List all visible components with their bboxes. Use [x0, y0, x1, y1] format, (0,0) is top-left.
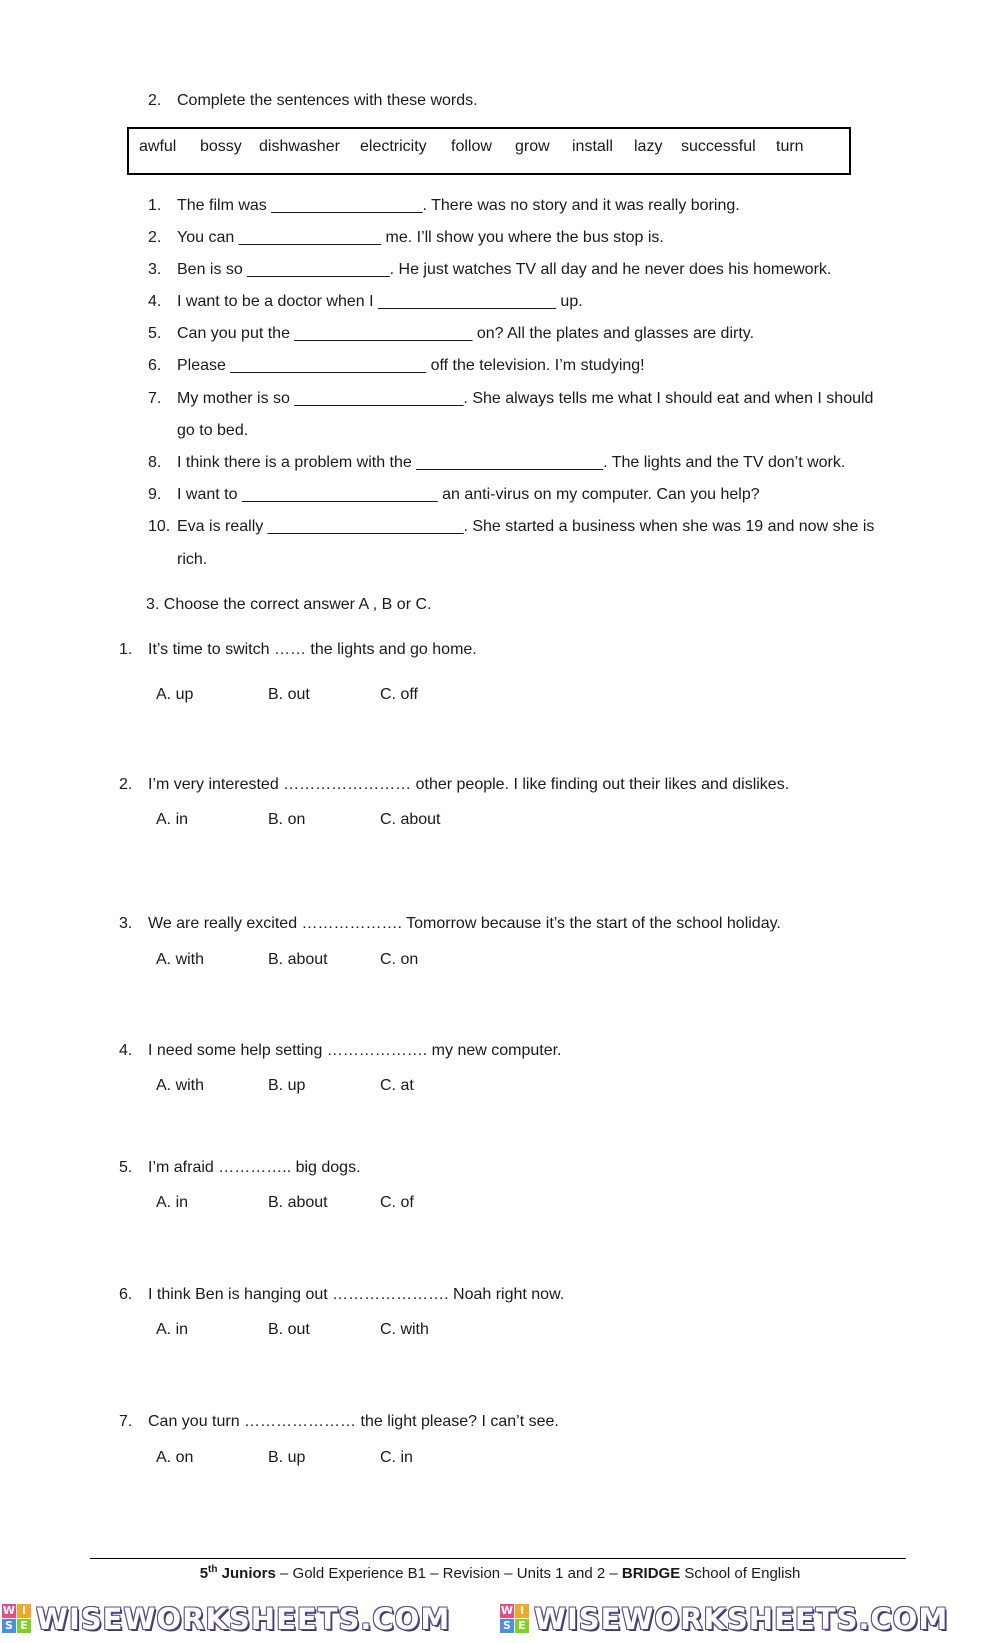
word-bank-item: follow	[451, 138, 492, 155]
sentence-text-continued: go to bed.	[177, 422, 249, 439]
watermark-banner	[0, 1598, 1000, 1643]
word-bank-item: install	[572, 138, 613, 155]
option-a: A. in	[156, 1321, 189, 1338]
option-b: B. about	[268, 951, 328, 968]
sentence-text: The film was _________________. There was no story and it was really boring.	[177, 197, 740, 214]
wise-logo-icon	[2, 1604, 32, 1634]
word-bank-item: successful	[681, 138, 756, 155]
word-bank-item: bossy	[200, 138, 242, 155]
sentence-text: Ben is so ________________. He just watches TV all day and he never does his homework.	[177, 261, 832, 278]
question-number: 7.	[119, 1413, 133, 1430]
footer-grade-number: 5	[199, 1565, 209, 1582]
sentence-number: 2.	[148, 229, 162, 246]
word-bank	[127, 127, 851, 175]
question-text: I need some help setting ………………. my new computer.	[148, 1042, 562, 1059]
word-bank-item: awful	[139, 138, 177, 155]
footer-grade-suffix: th	[208, 1564, 218, 1575]
watermark-text: WISEWORKSHEETS.COM	[36, 1602, 451, 1636]
question-number: 2.	[119, 776, 133, 793]
sentence-number: 4.	[148, 293, 162, 310]
option-a: A. with	[156, 1077, 205, 1094]
sentence-text: Please ______________________ off the television. I’m studying!	[177, 357, 645, 374]
word-bank-item: dishwasher	[259, 138, 340, 155]
question-text: Can you turn ………………… the light please? I can’t see.	[148, 1413, 559, 1430]
word-bank-item: turn	[776, 138, 804, 155]
sentence-number: 5.	[148, 325, 162, 342]
footer-course: – Gold Experience B1 – Revision – Units 1 and 2 –	[275, 1565, 622, 1582]
sentence-number: 8.	[148, 454, 162, 471]
sentence-number: 1.	[148, 197, 162, 214]
word-bank-item: electricity	[360, 138, 427, 155]
logo-letter-i: I	[17, 1604, 31, 1618]
word-bank-item: grow	[515, 138, 550, 155]
option-a: A. with	[156, 951, 205, 968]
sentence-text: I think there is a problem with the _____________________. The lights and the TV don’t work.	[177, 454, 846, 471]
logo-letter-s: S	[500, 1619, 514, 1633]
question-number: 5.	[119, 1159, 133, 1176]
option-b: B. out	[268, 686, 310, 703]
sentence-number: 3.	[148, 261, 162, 278]
option-a: A. up	[156, 686, 194, 703]
sentence-number: 6.	[148, 357, 162, 374]
footer-school-rest: School of English	[680, 1565, 801, 1582]
footer-school-name: BRIDGE	[621, 1565, 681, 1582]
section2-heading: Complete the sentences with these words.	[177, 92, 478, 109]
option-b: B. out	[268, 1321, 310, 1338]
sentence-text: Can you put the ____________________ on? All the plates and glasses are dirty.	[177, 325, 755, 342]
question-text: We are really excited ………………. Tomorrow because it’s the start of the school holiday.	[148, 915, 781, 932]
option-c: C. of	[380, 1194, 414, 1211]
footer-grade-word: Juniors	[217, 1565, 276, 1582]
sentence-text-continued: rich.	[177, 551, 208, 568]
option-b: B. on	[268, 811, 306, 828]
page-footer	[0, 1564, 1000, 1582]
option-a: A. on	[156, 1449, 194, 1466]
question-number: 6.	[119, 1286, 133, 1303]
logo-letter-i: I	[515, 1604, 529, 1618]
option-c: C. off	[380, 686, 418, 703]
option-a: A. in	[156, 811, 189, 828]
sentence-text: You can ________________ me. I’ll show you where the bus stop is.	[177, 229, 664, 246]
logo-letter-w: W	[2, 1604, 16, 1617]
logo-letter-s: S	[2, 1619, 16, 1633]
logo-letter-w: W	[500, 1604, 514, 1617]
option-c: C. about	[380, 811, 441, 828]
question-number: 1.	[119, 641, 133, 658]
logo-letter-e: E	[515, 1619, 529, 1633]
question-number: 4.	[119, 1042, 133, 1059]
watermark-text: WISEWORKSHEETS.COM	[534, 1602, 949, 1636]
sentence-text: I want to ______________________ an anti-virus on my computer. Can you help?	[177, 486, 760, 503]
sentence-number: 7.	[148, 390, 162, 407]
option-c: C. in	[380, 1449, 413, 1466]
question-text: I think Ben is hanging out …………………. Noah right now.	[148, 1286, 565, 1303]
option-c: C. on	[380, 951, 419, 968]
footer-divider	[90, 1558, 906, 1559]
option-a: A. in	[156, 1194, 189, 1211]
sentence-number: 10.	[148, 518, 171, 535]
word-bank-item: lazy	[634, 138, 663, 155]
option-b: B. up	[268, 1449, 306, 1466]
option-c: C. at	[380, 1077, 414, 1094]
wise-logo-icon	[500, 1604, 530, 1634]
section2-number: 2.	[148, 92, 162, 109]
option-b: B. about	[268, 1194, 328, 1211]
question-text: I’m afraid ………….. big dogs.	[148, 1159, 361, 1176]
sentence-text: Eva is really ______________________. She started a business when she was 19 and now she is	[177, 518, 875, 535]
question-text: I’m very interested …………………… other people. I like finding out their likes and dislikes.	[148, 776, 790, 793]
option-c: C. with	[380, 1321, 429, 1338]
section3-heading: 3. Choose the correct answer A , B or C.	[146, 596, 432, 613]
question-text: It’s time to switch …… the lights and go home.	[148, 641, 477, 658]
sentence-text: I want to be a doctor when I ____________________ up.	[177, 293, 583, 310]
option-b: B. up	[268, 1077, 306, 1094]
logo-letter-e: E	[17, 1619, 31, 1633]
sentence-number: 9.	[148, 486, 162, 503]
sentence-text: My mother is so ___________________. She always tells me what I should eat and when I should	[177, 390, 874, 407]
question-number: 3.	[119, 915, 133, 932]
